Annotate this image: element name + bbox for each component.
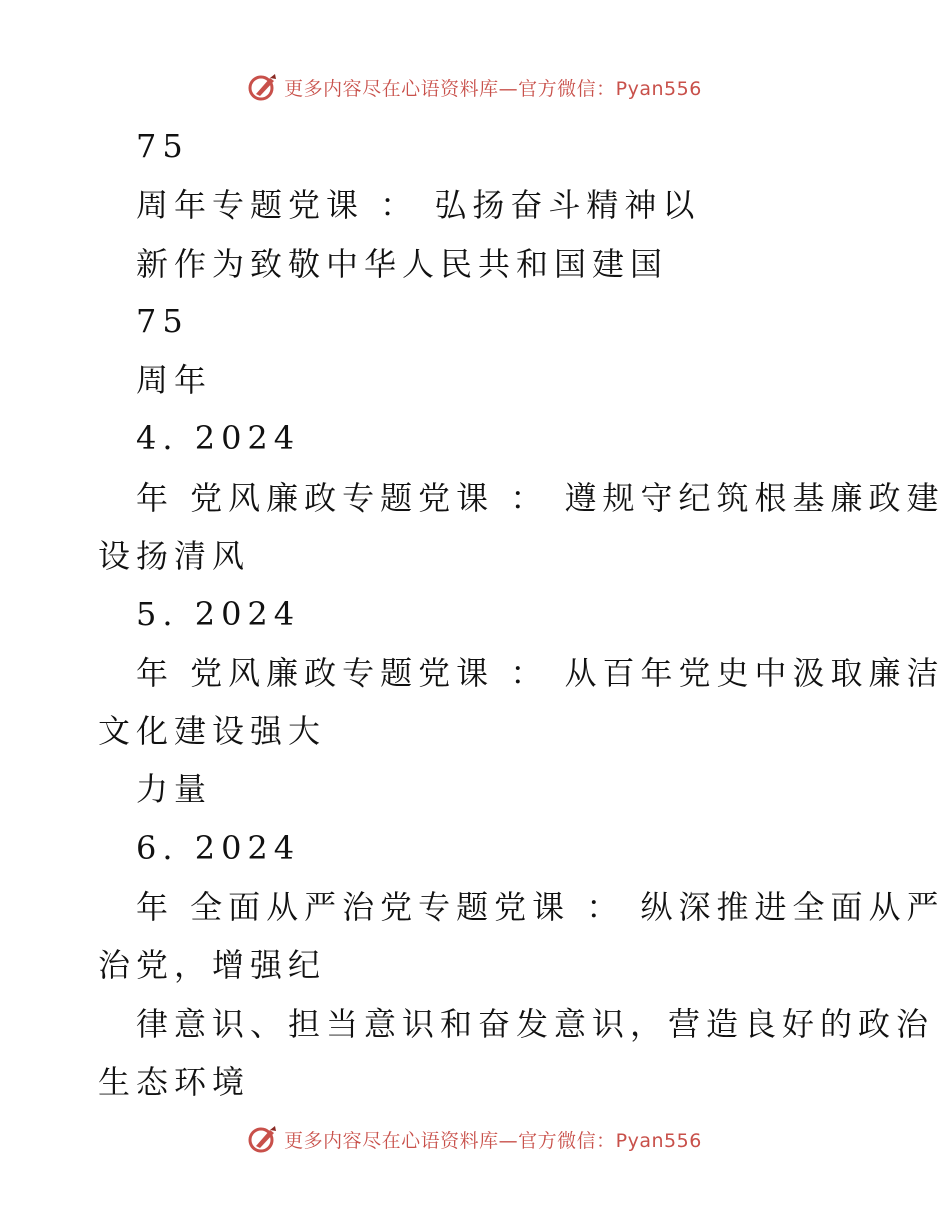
text-line: 力量 [136,770,213,808]
text-line: 周年专题党课 ： 弘扬奋斗精神以 [136,186,701,224]
text-line: 年 党风廉政专题党课 ： 遵规守纪筑根基廉政建 [136,479,945,517]
text-line: 6. 2024 [136,829,301,867]
text-line: 4. 2024 [136,419,301,457]
text-line: 设扬清风 [98,537,251,575]
brush-logo-icon [248,1124,278,1154]
header-watermark [0,72,950,102]
watermark-text: 更多内容尽在心语资料库—官方微信：Pyan556 [284,1129,702,1152]
watermark-text: 更多内容尽在心语资料库—官方微信：Pyan556 [284,77,702,100]
text-line: 周年 [136,361,213,399]
text-line: 治党，增强纪 [98,946,327,984]
text-line: 文化建设强大 [98,712,327,750]
text-line: 律意识、担当意识和奋发意识，营造良好的政治 [136,1005,935,1043]
text-line: 新作为致敬中华人民共和国建国 [136,245,669,283]
text-line: 年 党风廉政专题党课 ： 从百年党史中汲取廉洁 [136,654,945,692]
text-line: 年 全面从严治党专题党课 ： 纵深推进全面从严 [136,888,945,926]
footer-watermark [0,1124,950,1154]
text-line: 75 [136,127,189,165]
text-line: 75 [136,302,189,340]
text-line: 生态环境 [98,1063,251,1101]
brush-logo-icon [248,72,278,102]
text-line: 5. 2024 [136,595,301,633]
